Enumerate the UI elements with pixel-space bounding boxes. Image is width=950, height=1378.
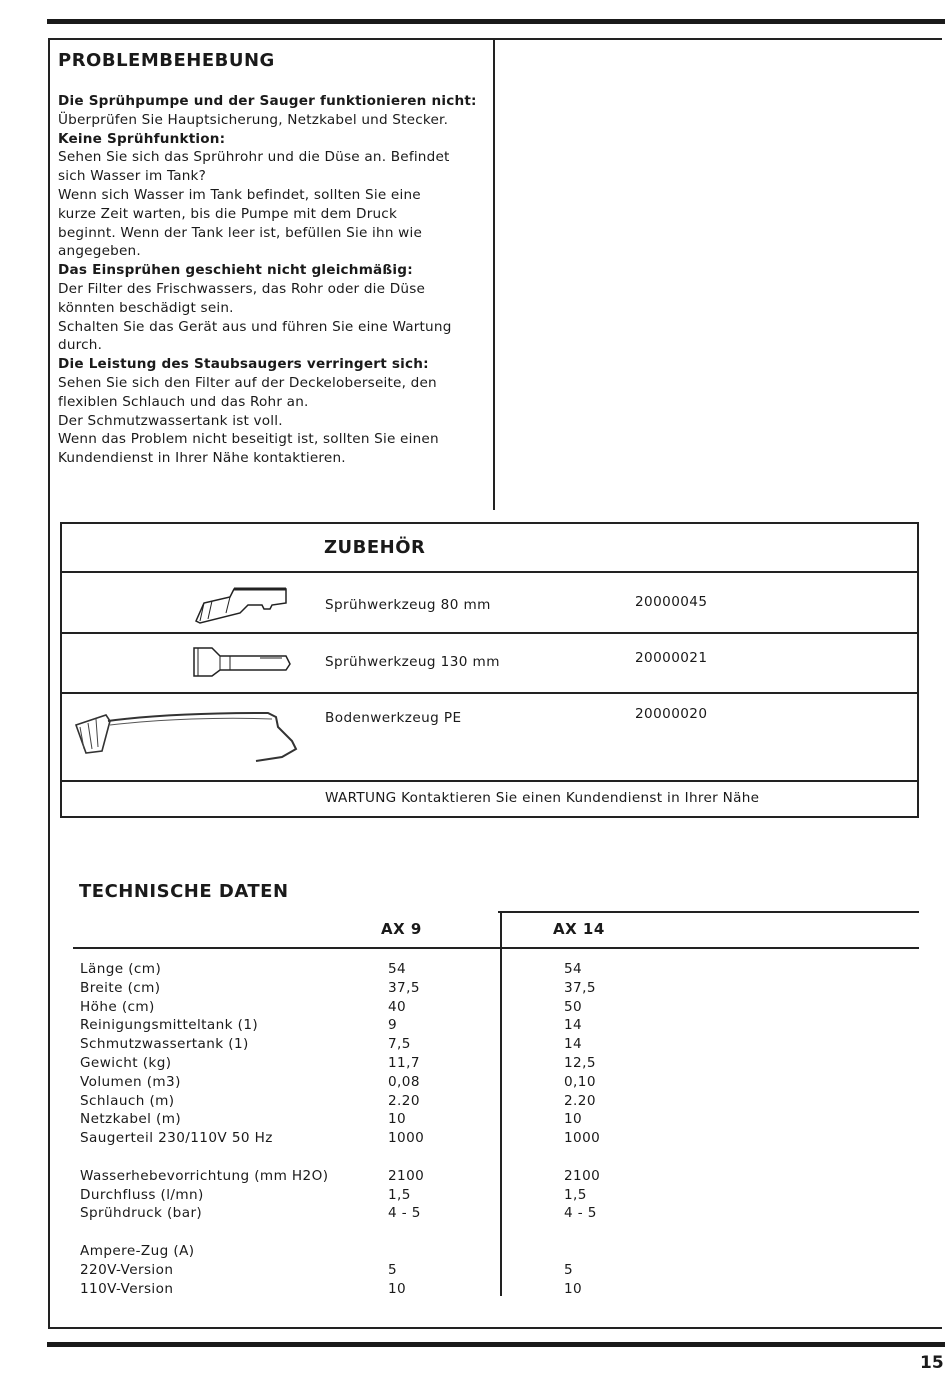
- problem-heading: Die Leistung des Staubsaugers verringert sich:: [58, 356, 429, 373]
- spec-label: Gewicht (kg): [80, 1054, 172, 1071]
- spec-label: Schmutzwassertank (1): [80, 1036, 249, 1053]
- page-number: 15: [920, 1353, 944, 1373]
- spec-label: 110V-Version: [80, 1280, 174, 1297]
- problem-text: Der Filter des Frischwassers, das Rohr oder die Düse: [58, 280, 426, 297]
- header-rule: [498, 911, 919, 913]
- problem-text: beginnt. Wenn der Tank leer ist, befüllen Sie ihn wie: [58, 224, 423, 241]
- accessory-code: 20000020: [635, 706, 708, 722]
- spec-value-ax14: 1,5: [564, 1186, 587, 1203]
- spec-label: Reinigungsmitteltank (1): [80, 1017, 259, 1034]
- problem-text: angegeben.: [58, 243, 141, 260]
- spec-value-ax14: 37,5: [564, 979, 596, 996]
- column-divider: [493, 38, 495, 510]
- accessories-title: ZUBEHÖR: [324, 537, 426, 558]
- spec-value-ax14: 0,10: [564, 1073, 596, 1090]
- bottom-rule: [47, 1342, 945, 1347]
- problem-text: Der Schmutzwassertank ist voll.: [58, 412, 283, 429]
- accessory-name: Bodenwerkzeug PE: [325, 710, 462, 726]
- accessory-name: Sprühwerkzeug 130 mm: [325, 654, 500, 670]
- spec-value-ax9: 5: [388, 1261, 398, 1278]
- spray-tool-80-icon: [190, 585, 290, 627]
- problem-text: Schalten Sie das Gerät aus und führen Sie eine Wartung: [58, 318, 452, 335]
- spec-value-ax14: 14: [564, 1017, 583, 1034]
- spec-value-ax9: 4 - 5: [388, 1205, 421, 1222]
- spec-label: Höhe (cm): [80, 998, 155, 1015]
- model-header: AX 9: [381, 920, 422, 938]
- spec-value-ax14: 5: [564, 1261, 574, 1278]
- accessory-code: 20000021: [635, 650, 708, 666]
- problem-heading: Keine Sprühfunktion:: [58, 130, 226, 147]
- spec-value-ax9: 40: [388, 998, 407, 1015]
- technical-title: TECHNISCHE DATEN: [79, 881, 289, 902]
- spec-label: Sprühdruck (bar): [80, 1205, 203, 1222]
- spec-value-ax9: 11,7: [388, 1054, 420, 1071]
- spec-value-ax14: 2100: [564, 1167, 601, 1184]
- spec-label: Breite (cm): [80, 979, 161, 996]
- spec-value-ax14: 2.20: [564, 1092, 596, 1109]
- spec-value-ax9: 0,08: [388, 1073, 420, 1090]
- spec-value-ax14: 1000: [564, 1130, 601, 1147]
- spec-value-ax14: 10: [564, 1280, 583, 1297]
- spec-value-ax9: 10: [388, 1111, 407, 1128]
- spec-value-ax9: 9: [388, 1017, 398, 1034]
- accessory-code: 20000045: [635, 594, 708, 610]
- spec-value-ax14: 10: [564, 1111, 583, 1128]
- problem-text: kurze Zeit warten, bis die Pumpe mit dem Druck: [58, 205, 398, 222]
- row-divider: [62, 780, 917, 782]
- problem-text: sich Wasser im Tank?: [58, 168, 207, 185]
- spec-label: Länge (cm): [80, 961, 162, 977]
- spec-value-ax9: 7,5: [388, 1036, 411, 1053]
- row-divider: [62, 571, 917, 573]
- problem-text: Kundendienst in Ihrer Nähe kontaktieren.: [58, 450, 346, 467]
- top-rule: [47, 19, 945, 24]
- spec-value-ax9: 1000: [388, 1130, 425, 1147]
- problem-text: Sehen Sie sich den Filter auf der Deckeloberseite, den: [58, 374, 437, 391]
- problem-text: flexiblen Schlauch und das Rohr an.: [58, 393, 309, 410]
- accessory-name: Sprühwerkzeug 80 mm: [325, 597, 491, 613]
- floor-tool-icon: [72, 705, 300, 767]
- problem-text: könnten beschädigt sein.: [58, 299, 234, 316]
- problem-text: Überprüfen Sie Hauptsicherung, Netzkabel und Stecker.: [58, 111, 449, 128]
- spec-label: Ampere-Zug (A): [80, 1242, 195, 1259]
- spec-label: Volumen (m3): [80, 1073, 181, 1090]
- spec-value-ax14: 14: [564, 1036, 583, 1053]
- spec-value-ax14: 4 - 5: [564, 1205, 597, 1222]
- problem-text: durch.: [58, 337, 103, 354]
- spec-label: 220V-Version: [80, 1261, 174, 1278]
- spray-tool-130-icon: [190, 644, 292, 680]
- problem-heading: Das Einsprühen geschieht nicht gleichmäßig:: [58, 262, 413, 279]
- spec-value-ax9: 37,5: [388, 979, 420, 996]
- column-divider: [500, 948, 502, 1296]
- spec-value-ax9: 1,5: [388, 1186, 411, 1203]
- spec-label: Saugerteil 230/110V 50 Hz: [80, 1130, 273, 1147]
- spec-value-ax9: 2100: [388, 1167, 425, 1184]
- spec-label: Netzkabel (m): [80, 1111, 182, 1128]
- spec-value-ax14: 12,5: [564, 1054, 596, 1071]
- spec-value-ax9: 2.20: [388, 1092, 420, 1109]
- spec-value-ax14: 54: [564, 961, 583, 977]
- spec-value-ax9: 10: [388, 1280, 407, 1297]
- problem-text: Wenn das Problem nicht beseitigt ist, sollten Sie einen: [58, 431, 439, 448]
- header-rule: [73, 947, 919, 949]
- accessories-table: [60, 522, 919, 818]
- problem-text: Wenn sich Wasser im Tank befindet, sollten Sie eine: [58, 186, 421, 203]
- column-divider: [500, 913, 502, 948]
- troubleshooting-title: PROBLEMBEHEBUNG: [58, 50, 275, 71]
- spec-label: Wasserhebevorrichtung (mm H2O): [80, 1167, 329, 1184]
- spec-label: Durchfluss (l/mn): [80, 1186, 204, 1203]
- spec-label: Schlauch (m): [80, 1092, 175, 1109]
- row-divider: [62, 692, 917, 694]
- maintenance-note: WARTUNG Kontaktieren Sie einen Kundendienst in Ihrer Nähe: [325, 790, 760, 806]
- problem-heading: Die Sprühpumpe und der Sauger funktionieren nicht:: [58, 93, 477, 109]
- troubleshooting-text: [58, 92, 488, 468]
- model-header: AX 14: [553, 920, 605, 938]
- problem-text: Sehen Sie sich das Sprührohr und die Düse an. Befindet: [58, 149, 450, 166]
- spec-value-ax9: 54: [388, 961, 407, 977]
- spec-value-ax14: 50: [564, 998, 583, 1015]
- row-divider: [62, 632, 917, 634]
